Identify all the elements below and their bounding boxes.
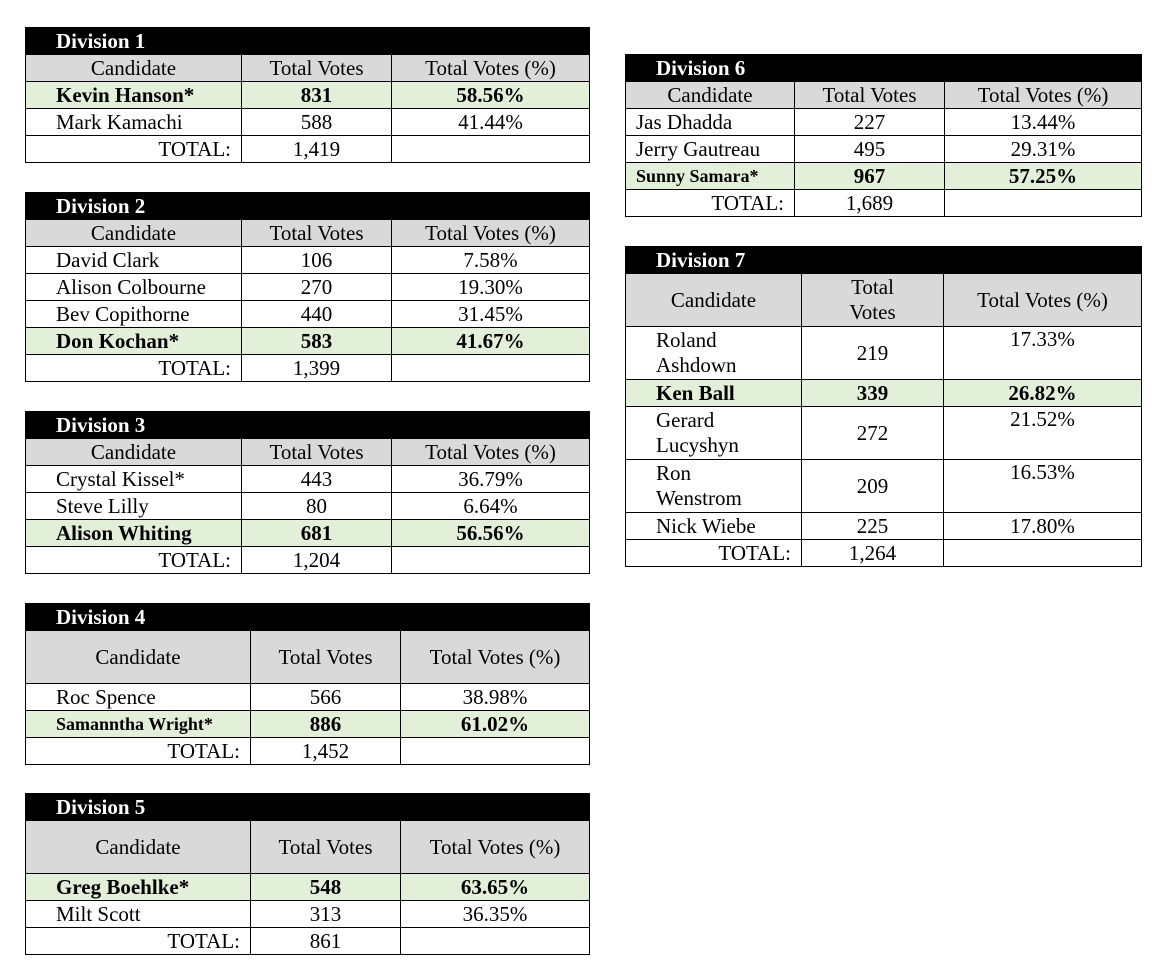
total-row xyxy=(626,540,1142,567)
division-1-table xyxy=(25,27,590,163)
candidate-votes: 209 xyxy=(802,460,944,513)
candidate-pct: 36.79% xyxy=(392,466,590,493)
total-votes: 1,689 xyxy=(795,190,945,217)
total-label: TOTAL: xyxy=(26,738,251,765)
table-row xyxy=(626,407,1142,460)
candidate-pct: 16.53% xyxy=(944,460,1142,513)
header-total-votes: Total Votes xyxy=(242,439,392,466)
table-row xyxy=(26,301,590,328)
candidate-name: Roc Spence xyxy=(26,684,251,711)
total-label: TOTAL: xyxy=(26,547,242,574)
header-total-votes: Total Votes xyxy=(795,82,945,109)
table-row xyxy=(26,247,590,274)
table-row xyxy=(26,874,590,901)
candidate-pct: 7.58% xyxy=(392,247,590,274)
division-6-table xyxy=(625,54,1142,217)
table-row xyxy=(626,460,1142,513)
candidate-pct: 13.44% xyxy=(945,109,1142,136)
table-row xyxy=(626,327,1142,380)
candidate-votes: 313 xyxy=(251,901,401,928)
candidate-name: Alison Whiting xyxy=(26,520,242,547)
candidate-pct: 58.56% xyxy=(392,82,590,109)
header-total-votes-pct: Total Votes (%) xyxy=(945,82,1142,109)
candidate-votes: 225 xyxy=(802,513,944,540)
candidate-votes: 886 xyxy=(251,711,401,738)
candidate-pct: 36.35% xyxy=(401,901,590,928)
candidate-pct: 61.02% xyxy=(401,711,590,738)
candidate-votes: 495 xyxy=(795,136,945,163)
candidate-pct: 29.31% xyxy=(945,136,1142,163)
total-votes: 861 xyxy=(251,928,401,955)
division-title: Division 4 xyxy=(26,604,590,631)
table-row xyxy=(26,109,590,136)
table-row xyxy=(26,493,590,520)
candidate-name: Nick Wiebe xyxy=(626,513,802,540)
candidate-pct: 26.82% xyxy=(944,380,1142,407)
candidate-votes: 681 xyxy=(242,520,392,547)
header-candidate: Candidate xyxy=(26,631,251,684)
candidate-votes: 270 xyxy=(242,274,392,301)
division-4-table xyxy=(25,603,590,765)
candidate-pct: 6.64% xyxy=(392,493,590,520)
candidate-votes: 339 xyxy=(802,380,944,407)
table-row xyxy=(626,109,1142,136)
candidate-name: Sunny Samara* xyxy=(626,163,795,190)
candidate-name: Bev Copithorne xyxy=(26,301,242,328)
total-pct-empty xyxy=(944,540,1142,567)
header-candidate: Candidate xyxy=(26,439,242,466)
division-title: Division 2 xyxy=(26,193,590,220)
total-label: TOTAL: xyxy=(626,190,795,217)
total-votes: 1,264 xyxy=(802,540,944,567)
candidate-votes: 272 xyxy=(802,407,944,460)
division-5-table xyxy=(25,793,590,955)
candidate-name: Greg Boehlke* xyxy=(26,874,251,901)
candidate-name: Jerry Gautreau xyxy=(626,136,795,163)
header-total-votes-pct: Total Votes (%) xyxy=(392,55,590,82)
total-votes: 1,419 xyxy=(242,136,392,163)
candidate-votes: 967 xyxy=(795,163,945,190)
total-votes: 1,452 xyxy=(251,738,401,765)
table-row xyxy=(26,328,590,355)
total-pct-empty xyxy=(392,355,590,382)
header-candidate: Candidate xyxy=(626,274,802,327)
candidate-votes: 106 xyxy=(242,247,392,274)
total-label: TOTAL: xyxy=(26,136,242,163)
total-pct-empty xyxy=(401,738,590,765)
total-row xyxy=(626,190,1142,217)
header-total-votes-pct: Total Votes (%) xyxy=(401,631,590,684)
header-total-votes: Total Votes xyxy=(242,55,392,82)
table-row xyxy=(626,136,1142,163)
table-row xyxy=(26,274,590,301)
candidate-votes: 80 xyxy=(242,493,392,520)
total-votes: 1,204 xyxy=(242,547,392,574)
candidate-votes: 831 xyxy=(242,82,392,109)
division-3-table xyxy=(25,411,590,574)
candidate-name: Mark Kamachi xyxy=(26,109,242,136)
total-pct-empty xyxy=(392,547,590,574)
candidate-name: Don Kochan* xyxy=(26,328,242,355)
candidate-pct: 41.67% xyxy=(392,328,590,355)
candidate-pct: 41.44% xyxy=(392,109,590,136)
table-row xyxy=(26,684,590,711)
candidate-name: Ken Ball xyxy=(626,380,802,407)
table-row xyxy=(26,520,590,547)
header-total-votes: Total Votes xyxy=(251,631,401,684)
header-total-votes: Total Votes xyxy=(242,220,392,247)
candidate-name: Samanntha Wright* xyxy=(26,711,251,738)
header-total-votes-pct: Total Votes (%) xyxy=(944,274,1142,327)
header-total-votes-pct: Total Votes (%) xyxy=(392,439,590,466)
header-candidate: Candidate xyxy=(26,55,242,82)
division-2-table xyxy=(25,192,590,382)
candidate-pct: 56.56% xyxy=(392,520,590,547)
table-row xyxy=(26,711,590,738)
candidate-votes: 548 xyxy=(251,874,401,901)
candidate-pct: 19.30% xyxy=(392,274,590,301)
header-candidate: Candidate xyxy=(26,821,251,874)
table-row xyxy=(26,82,590,109)
candidate-name: Alison Colbourne xyxy=(26,274,242,301)
candidate-name: Ron Wenstrom xyxy=(626,460,802,513)
division-title: Division 3 xyxy=(26,412,590,439)
total-votes: 1,399 xyxy=(242,355,392,382)
candidate-votes: 440 xyxy=(242,301,392,328)
division-title: Division 6 xyxy=(626,55,1142,82)
total-label: TOTAL: xyxy=(26,355,242,382)
header-total-votes-pct: Total Votes (%) xyxy=(401,821,590,874)
total-row xyxy=(26,547,590,574)
candidate-name: Gerard Lucyshyn xyxy=(626,407,802,460)
candidate-name: Crystal Kissel* xyxy=(26,466,242,493)
total-row xyxy=(26,928,590,955)
division-title: Division 7 xyxy=(626,247,1142,274)
candidate-pct: 21.52% xyxy=(944,407,1142,460)
header-total-votes: Total Votes xyxy=(802,274,944,327)
total-pct-empty xyxy=(392,136,590,163)
division-7-table xyxy=(625,246,1142,567)
header-candidate: Candidate xyxy=(26,220,242,247)
header-total-votes: Total Votes xyxy=(251,821,401,874)
candidate-votes: 566 xyxy=(251,684,401,711)
header-total-votes-pct: Total Votes (%) xyxy=(392,220,590,247)
total-row xyxy=(26,738,590,765)
division-title: Division 1 xyxy=(26,28,590,55)
table-row xyxy=(626,380,1142,407)
candidate-votes: 219 xyxy=(802,327,944,380)
candidate-votes: 443 xyxy=(242,466,392,493)
candidate-pct: 57.25% xyxy=(945,163,1142,190)
candidate-votes: 588 xyxy=(242,109,392,136)
total-label: TOTAL: xyxy=(26,928,251,955)
candidate-name: Jas Dhadda xyxy=(626,109,795,136)
division-title: Division 5 xyxy=(26,794,590,821)
table-row xyxy=(26,901,590,928)
total-pct-empty xyxy=(401,928,590,955)
candidate-votes: 227 xyxy=(795,109,945,136)
candidate-name: David Clark xyxy=(26,247,242,274)
candidate-pct: 17.80% xyxy=(944,513,1142,540)
table-row xyxy=(626,163,1142,190)
total-row xyxy=(26,136,590,163)
candidate-name: Milt Scott xyxy=(26,901,251,928)
candidate-name: Kevin Hanson* xyxy=(26,82,242,109)
candidate-pct: 31.45% xyxy=(392,301,590,328)
candidate-pct: 17.33% xyxy=(944,327,1142,380)
candidate-pct: 63.65% xyxy=(401,874,590,901)
header-candidate: Candidate xyxy=(626,82,795,109)
table-row xyxy=(626,513,1142,540)
total-row xyxy=(26,355,590,382)
total-label: TOTAL: xyxy=(626,540,802,567)
candidate-name: Roland Ashdown xyxy=(626,327,802,380)
candidate-name: Steve Lilly xyxy=(26,493,242,520)
candidate-pct: 38.98% xyxy=(401,684,590,711)
table-row xyxy=(26,466,590,493)
total-pct-empty xyxy=(945,190,1142,217)
candidate-votes: 583 xyxy=(242,328,392,355)
